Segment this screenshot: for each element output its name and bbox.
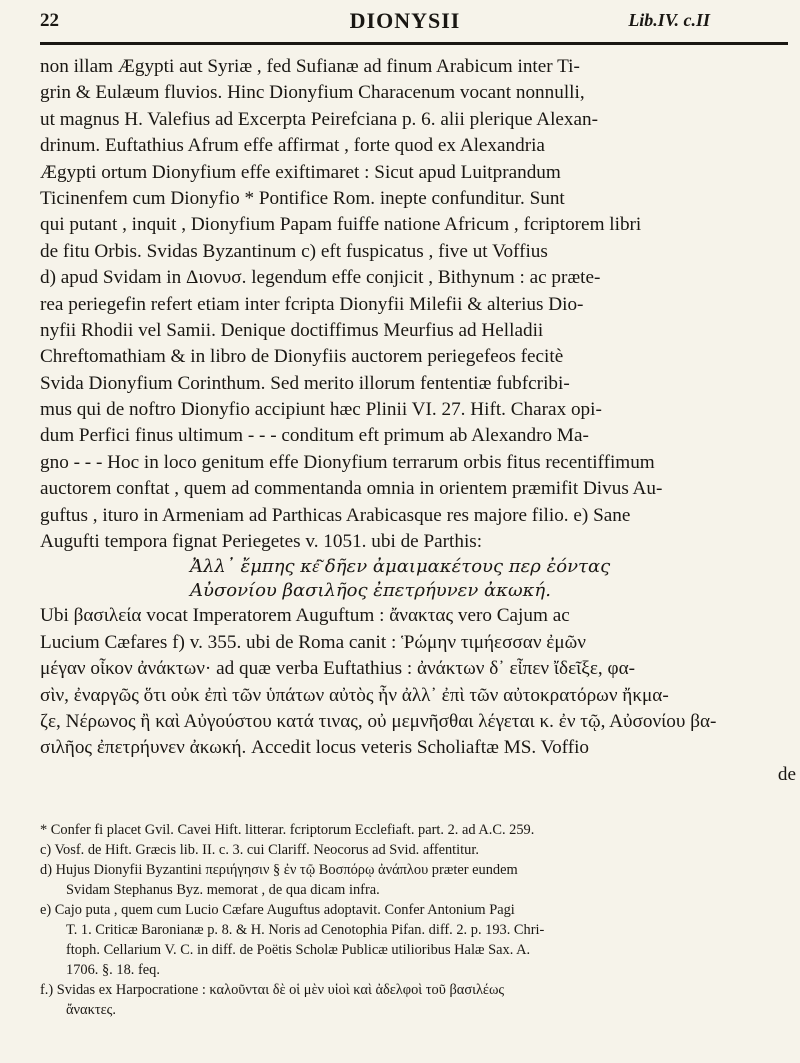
running-title: DIONYSII: [349, 8, 461, 33]
footnote-line: 1706. §. 18. feq.: [66, 962, 160, 978]
footnote-line: ἄνακτες.: [66, 1002, 116, 1018]
footnote-line: Svidam Stephanus Byz. memorat , de qua dicam infra.: [66, 882, 380, 898]
footnotes: [40, 820, 796, 1020]
text-line: μέγαν οἶκον ἀνάκτων· ad quæ verba Euftathius : ἀνάκτων δ᾽ εἶπεν ἴδεῖξε, φα-: [40, 658, 636, 680]
text-line: rea periegefin refert etiam inter fcripta Dionyfii Milefii & alterius Dio-: [40, 293, 584, 315]
text-line: ζε, Νέρωνος ἢ καὶ Αὐγούστου κατά τινας, οὐ μεμνῆσθαι λέγεται κ. ἐν τῷ, Αὐσονίου βα-: [40, 710, 717, 732]
text-line: Lucium Cæfares f) v. 355. ubi de Roma canit : Ῥώμην τιμήεσσαν ἐμῶν: [40, 631, 586, 653]
text-line: mus qui de noftro Dionyfio accipiunt hæc Plinii VI. 27. Hift. Charax opi-: [40, 399, 602, 421]
footnote-line: T. 1. Criticæ Baronianæ p. 8. & H. Noris ad Cenotophia Pifan. diff. 2. p. 193. Chri-: [66, 922, 545, 938]
greek-verse-line: Αὐσονίου βασιλῆος ἐπετρήυνεν ἀκωκή.: [190, 580, 551, 602]
header-rule: [40, 42, 788, 45]
footnote-line: * Confer fi placet Gvil. Cavei Hift. litterar. fcriptorum Ecclefiaft. part. 2. ad A.C. 259.: [40, 822, 535, 838]
book-chapter-reference: Lib.IV. c.II: [628, 10, 710, 30]
running-head: [40, 6, 770, 36]
text-line: Augufti tempora fignat Periegetes v. 1051. ubi de Parthis:: [40, 531, 483, 553]
text-line: de fitu Orbis. Svidas Byzantinum c) eft fuspicatus , five ut Voffius: [40, 240, 548, 262]
text-line: d) apud Svidam in Διονυσ. legendum effe conjicit , Bithynum : ac præte-: [40, 267, 601, 289]
greek-verse-line: Ἀλλ᾽ ἔμπης κέ͂ δῆεν ἀμαιμακέτους περ ἐόντας: [190, 556, 611, 578]
footnote-line: f.) Svidas ex Harpocratione : καλοῦνται δὲ οἱ μὲν υἱοὶ καὶ ἀδελφοὶ τοῦ βασιλέως: [40, 982, 505, 998]
footnote-line: d) Hujus Dionyfii Byzantini περιήγησιν § ἐν τῷ Βοσπόρῳ ἀνάπλου præter eundem: [40, 862, 518, 878]
text-line: Ticinenfem cum Dionyfio * Pontifice Rom. inepte confunditur. Sunt: [40, 187, 565, 209]
text-line: Svida Dionyfium Corinthum. Sed merito illorum fententiæ fubfcribi-: [40, 372, 570, 394]
text-line: qui putant , inquit , Dionyfium Papam fuiffe natione Africum , fcriptorem libri: [40, 214, 642, 236]
main-text: [40, 54, 796, 788]
text-line: Ægypti ortum Dionyfium effe exiftimaret : Sicut apud Luitprandum: [40, 161, 561, 183]
text-line: ut magnus H. Valefius ad Excerpta Peirefciana p. 6. alii plerique Alexan-: [40, 108, 599, 130]
text-line: Ubi βασιλεία vocat Imperatorem Auguftum : ἄνακτας vero Cajum ac: [40, 605, 570, 627]
footnote-line: ftoph. Cellarium V. C. in diff. de Poëtis Scholæ Publicæ utilioribus Halæ Sax. A.: [66, 942, 531, 958]
text-line: dum Perfici finus ultimum - - - conditum eft primum ab Alexandro Ma-: [40, 425, 589, 447]
text-line: non illam Ægypti aut Syriæ , fed Sufianæ ad finum Arabicum inter Ti-: [40, 56, 580, 77]
footnote-line: e) Cajo puta , quem cum Lucio Cæfare Auguftus adoptavit. Confer Antonium Pagi: [40, 902, 515, 918]
text-line: Chreftomathiam & in libro de Dionyfiis auctorem periegefeos fecitè: [40, 346, 564, 368]
text-line: σὶν, ἐναργῶς ὅτι οὐκ ἐπὶ τῶν ὑπάτων αὐτὸς ἦν ἀλλ᾽ ἐπὶ τῶν αὐτοκρατόρων ἤκμα-: [40, 684, 669, 706]
text-line: gno - - - Hoc in loco genitum effe Dionyfium terrarum orbis fitus recentiffimum: [40, 451, 655, 473]
text-line: auctorem conftat , quem ad commentanda omnia in orientem præmifit Divus Au-: [40, 478, 663, 500]
text-line: nyfii Rhodii vel Samii. Denique doctiffimus Meurfius ad Helladii: [40, 319, 544, 341]
page-number: 22: [40, 10, 59, 31]
text-line: σιλῆος ἐπετρήυνεν ἀκωκή. Accedit locus veteris Scholiaftæ MS. Voffio: [40, 737, 590, 759]
text-line: guftus , ituro in Armeniam ad Parthicas Arabicasque res majore filio. e) Sane: [40, 504, 631, 526]
catchword: de: [777, 763, 796, 785]
text-line: drinum. Euftathius Afrum effe affirmat , forte quod ex Alexandria: [40, 135, 545, 157]
text-line: grin & Eulæum fluvios. Hinc Dionyfium Characenum vocant nonnulli,: [40, 82, 585, 104]
footnote-line: c) Vosf. de Hift. Græcis lib. II. c. 3. cui Clariff. Neocorus ad Svid. affentitur.: [40, 842, 479, 858]
